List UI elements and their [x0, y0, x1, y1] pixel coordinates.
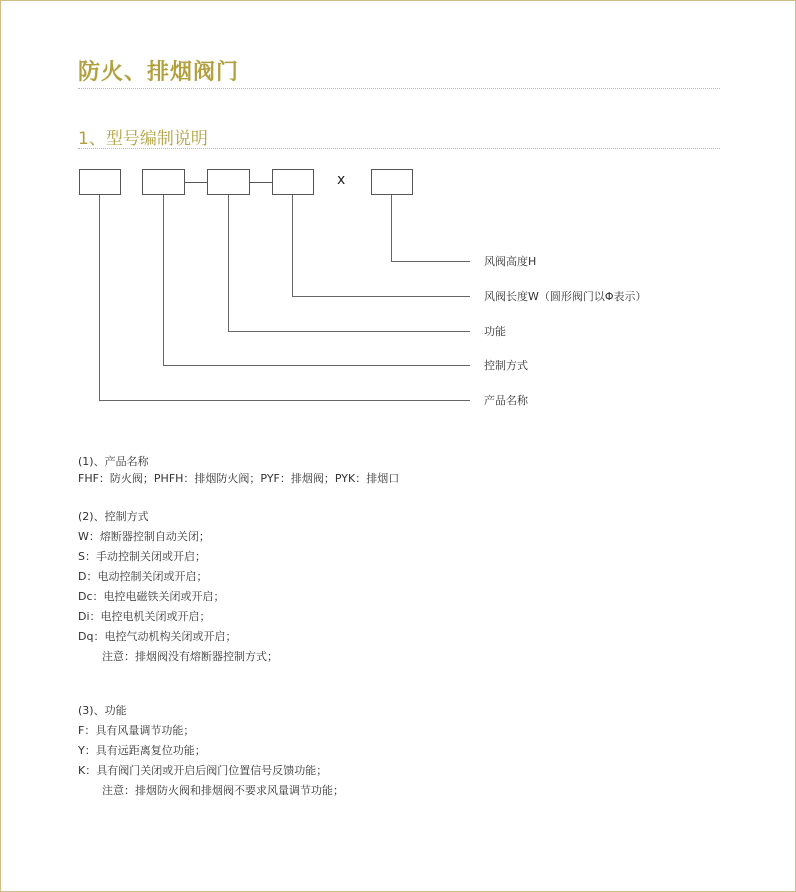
item2-line: D：电动控制关闭或开启；: [78, 570, 208, 583]
item3-block: [78, 701, 344, 801]
section-title: 1、型号编制说明: [78, 129, 208, 149]
item2-line: Di：电控电机关闭或开启；: [78, 610, 211, 623]
item2-block: [78, 507, 278, 667]
leader-product: [100, 195, 471, 401]
item3-line: K：具有阀门关闭或开启后阀门位置信号反馈功能；: [78, 764, 328, 777]
code-box-height: [372, 170, 413, 195]
item1-heading: (1)、产品名称: [78, 455, 149, 468]
item2-heading: (2)、控制方式: [78, 510, 149, 523]
item2-line: W：熔断器控制自动关闭；: [78, 530, 210, 543]
item2-line: Dc：电控电磁铁关闭或开启；: [78, 590, 225, 603]
page-title: 防火、排烟阀门: [78, 60, 240, 85]
leader-width: [293, 195, 471, 297]
item3-note: 注意：排烟防火阀和排烟阀不要求风量调节功能；: [102, 784, 344, 797]
item3-line: Y：具有远距离复位功能；: [78, 744, 206, 757]
item3-line: F：具有风量调节功能；: [78, 724, 195, 737]
item2-line: Dq：电控气动机构关闭或开启；: [78, 630, 237, 643]
code-box-function: [208, 170, 250, 195]
label-product: 产品名称: [484, 394, 528, 407]
item2-line: S：手动控制关闭或开启；: [78, 550, 206, 563]
label-control: 控制方式: [484, 359, 528, 372]
label-height: 风阀高度H: [484, 255, 537, 268]
item1-block: [78, 453, 399, 487]
code-box-product: [80, 170, 121, 195]
item3-heading: (3)、功能: [78, 704, 127, 717]
code-box-width: [273, 170, 314, 195]
times-symbol: x: [337, 172, 346, 188]
leader-control: [164, 195, 471, 366]
label-function: 功能: [484, 325, 506, 338]
leader-height: [392, 195, 471, 262]
label-width: 风阀长度W（圆形阀门以Φ表示）: [484, 290, 647, 303]
code-box-control: [143, 170, 185, 195]
item1-line: FHF：防火阀；PHFH：排烟防火阀；PYF：排烟阀；PYK：排烟口: [78, 472, 400, 485]
item2-note: 注意：排烟阀没有熔断器控制方式；: [102, 650, 278, 663]
leader-function: [229, 195, 471, 332]
